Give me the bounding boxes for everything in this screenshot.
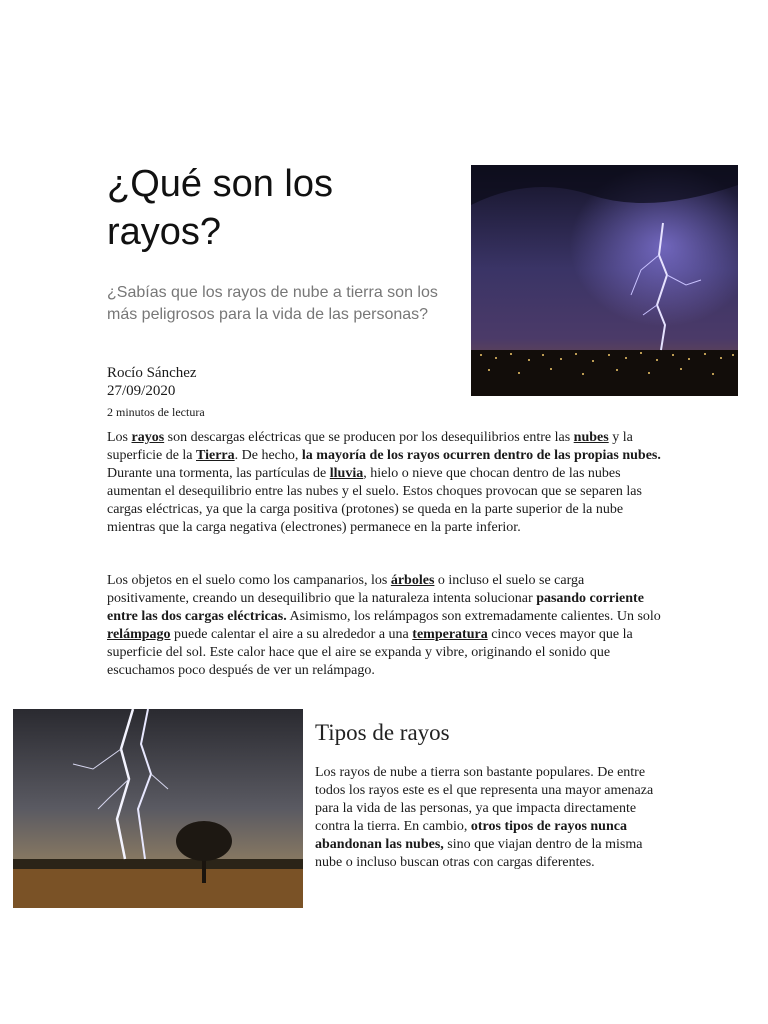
read-time: 2 minutos de lectura bbox=[107, 405, 205, 419]
paragraph-charges: Los objetos en el suelo como los campanarios, los árboles o incluso el suelo se carga positivamente, creando un desequilibrio que la naturaleza intenta solucionar pasando corriente entre las dos cargas eléctricas. Asimismo, los relámpagos son extremadamente calientes. Un solo relámpago puede calentar el aire a su alrededor a una temperatura cinco veces mayor que la superficie del sol. Este calor hace que el aire se expanda y vibre, originando el sonido que escuchamos poco después de ver un relámpago. bbox=[107, 573, 661, 678]
link-temperatura[interactable]: temperatura bbox=[412, 627, 488, 642]
link-arboles[interactable]: árboles bbox=[390, 573, 435, 588]
article-title: ¿Qué son los rayos? bbox=[107, 163, 333, 253]
paragraph-types: Los rayos de nube a tierra son bastante populares. De entre todos los rayos este es el que representa una mayor amenaza para la vida de las personas, ya que impacta directamente contra la tierra. En cambio, otros tipos de rayos nunca abandonan las nubes, sino que viajan dentro de la misma nube o incluso buscan otras con cargas diferentes. bbox=[315, 765, 654, 870]
section-heading: Tipos de rayos bbox=[315, 720, 450, 745]
link-tierra[interactable]: Tierra bbox=[196, 448, 235, 463]
link-lluvia[interactable]: lluvia bbox=[329, 466, 364, 481]
paragraph-intro: Los rayos son descargas eléctricas que se producen por los desequilibrios entre las nubes y la superficie de la Tierra. De hecho, la mayoría de los rayos ocurren dentro de las propias nubes. Durante una tormenta, las partículas de lluvia, hielo o nieve que chocan dentro de las nubes aumentan el desequilibrio entre las nubes y el suelo. Estos choques provocan que se separen las cargas eléctricas, ya que la carga positiva (protones) se queda en la parte superior de la nube mientras que la carga negativa (electrones) permanece en la parte inferior. bbox=[107, 430, 661, 535]
tree-lightning-image bbox=[13, 709, 303, 908]
link-rayos[interactable]: rayos bbox=[131, 430, 165, 445]
link-nubes[interactable]: nubes bbox=[573, 430, 609, 445]
article-subtitle: ¿Sabías que los rayos de nube a tierra son los más peligrosos para la vida de las personas? bbox=[107, 284, 438, 323]
link-relampago[interactable]: relámpago bbox=[107, 627, 171, 642]
publish-date: 27/09/2020 bbox=[107, 383, 176, 399]
author-name: Rocío Sánchez bbox=[107, 365, 197, 381]
city-lightning-image bbox=[471, 165, 738, 396]
